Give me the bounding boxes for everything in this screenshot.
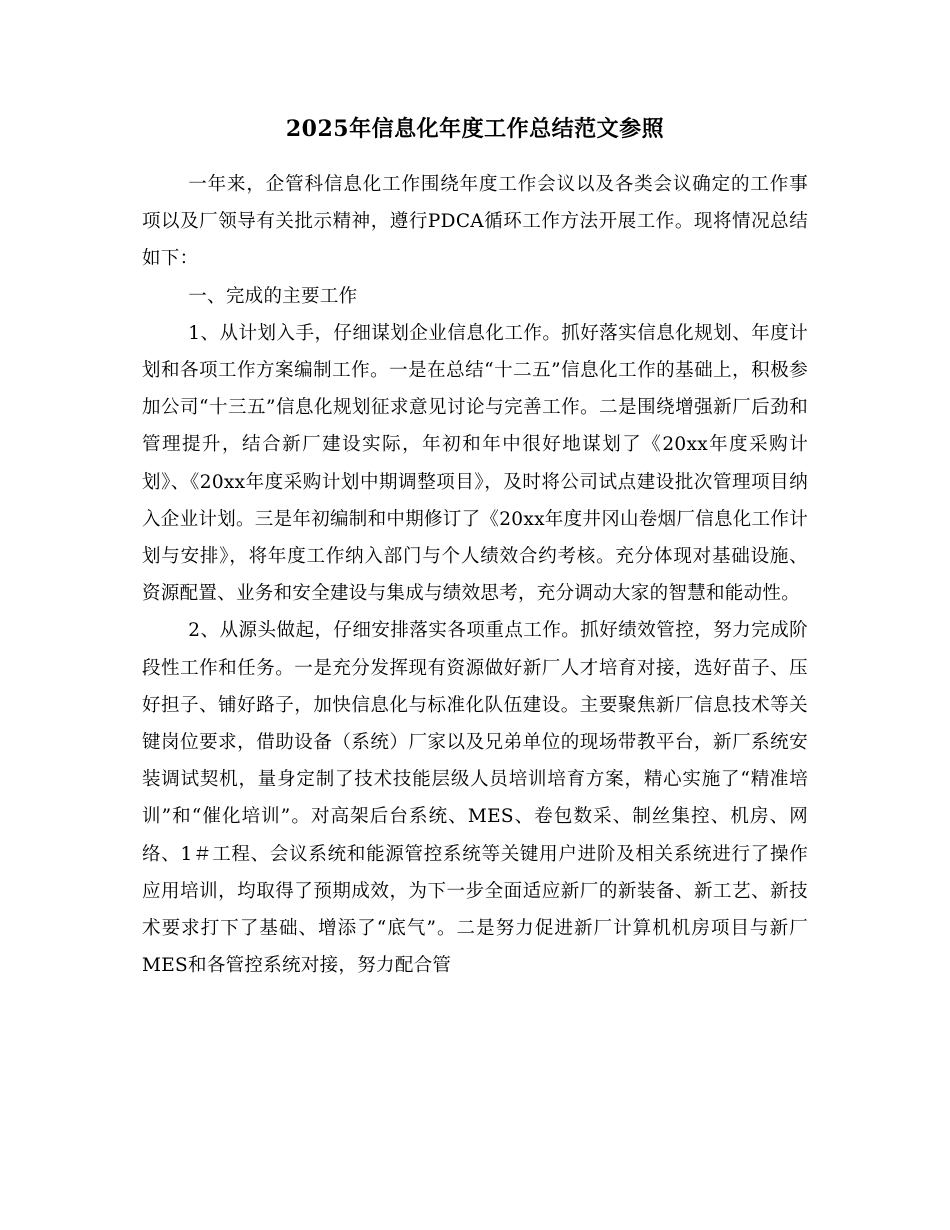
section-heading: 一、完成的主要工作 xyxy=(188,285,358,307)
document-body xyxy=(142,166,808,984)
paragraph-intro: 一年来，企管科信息化工作围绕年度工作会议以及各类会议确定的工作事项以及厂领导有关批示精神，遵行PDCA循环工作方法开展工作。现将情况总结如下： xyxy=(142,174,808,270)
paragraph-item-1: 1、从计划入手，仔细谋划企业信息化工作。抓好落实信息化规划、年度计划和各项工作方案编制工作。一是在总结“十二五”信息化工作的基础上，积极参加公司“十三五”信息化规划征求意见讨论与完善工作。二是围绕增强新厂后劲和管理提升，结合新厂建设实际，年初和年中很好地谋划了《20xx年度采购计划》、《20xx年度采购计划中期调整项目》，及时将公司试点建设批次管理项目纳入企业计划。三是年初编制和中期修订了《20xx年度井冈山卷烟厂信息化工作计划与安排》，将年度工作纳入部门与个人绩效合约考核。充分体现对基础设施、资源配置、业务和安全建设与集成与绩效思考，充分调动大家的智慧和能动性。 xyxy=(142,322,809,605)
paragraph-item-2: 2、从源头做起，仔细安排落实各项重点工作。抓好绩效管控，努力完成阶段性工作和任务。一是充分发挥现有资源做好新厂人才培育对接，选好苗子、压好担子、铺好路子，加快信息化与标准化队伍建设。主要聚焦新厂信息技术等关键岗位要求，借助设备（系统）厂家以及兄弟单位的现场带教平台，新厂系统安装调试契机，量身定制了技术技能层级人员培训培育方案，精心实施了“精准培训”和“催化培训”。对高架后台系统、MES、卷包数采、制丝集控、机房、网络、1＃工程、会议系统和能源管控系统等关键用户进阶及相关系统进行了操作应用培训，均取得了预期成效，为下一步全面适应新厂的新装备、新工艺、新技术要求打下了基础、增添了“底气”。二是努力促进新厂计算机机房项目与新厂MES和各管控系统对接，努力配合管 xyxy=(142,620,808,977)
document-title: 2025年信息化年度工作总结范文参照 xyxy=(285,116,665,142)
